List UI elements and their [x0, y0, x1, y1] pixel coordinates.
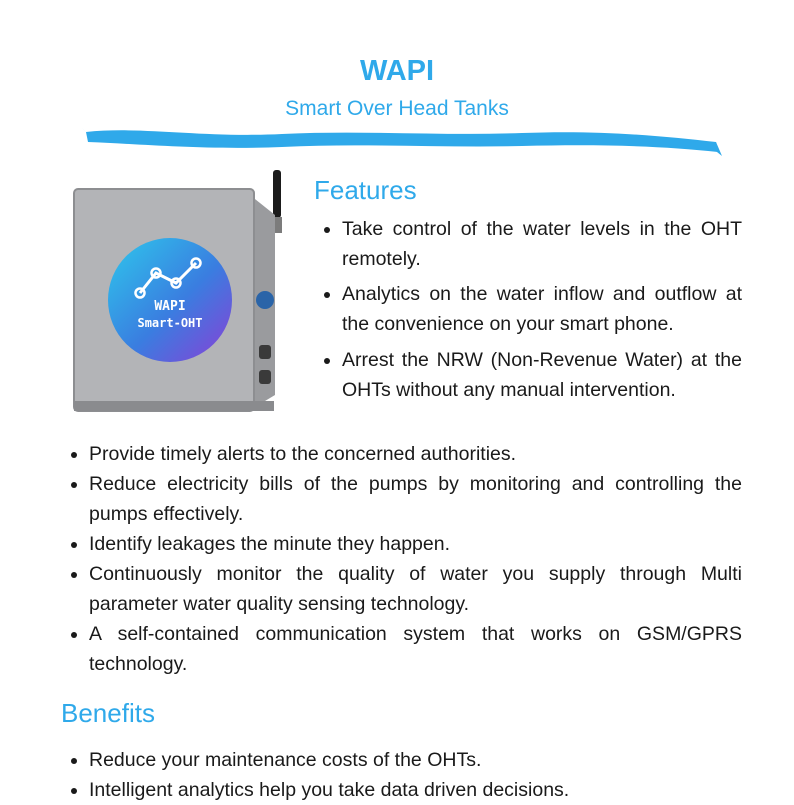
list-item: A self-contained communication system that works on GSM/GPRS technology. [61, 619, 742, 679]
features-list-beside-image [314, 214, 742, 405]
page-subtitle: Smart Over Head Tanks [285, 97, 509, 120]
list-item: Provide timely alerts to the concerned authorities. [61, 439, 742, 469]
list-item: Reduce electricity bills of the pumps by monitoring and controlling the pumps effectively. [61, 469, 742, 529]
list-item: Arrest the NRW (Non-Revenue Water) at the OHTs without any manual intervention. [314, 345, 742, 405]
list-item: Intelligent analytics help you take data driven decisions. [61, 775, 742, 805]
benefits-list [61, 745, 742, 805]
wapi-device-image [60, 165, 300, 425]
benefits-heading: Benefits [61, 698, 155, 728]
list-item: Continuously monitor the quality of water you supply through Multi parameter water quality sensing technology. [61, 559, 742, 619]
brush-stroke-divider [82, 122, 722, 158]
features-heading: Features [314, 175, 417, 205]
list-item: Reduce your maintenance costs of the OHTs. [61, 745, 742, 775]
logo-text-wapi: WAPI [154, 299, 186, 314]
list-item: Identify leakages the minute they happen. [61, 529, 742, 559]
page-title: WAPI [359, 55, 435, 87]
list-item: Take control of the water levels in the OHT remotely. [314, 214, 742, 274]
list-item: Analytics on the water inflow and outflow at the convenience on your smart phone. [314, 279, 742, 339]
logo-text-smart-oht: Smart-OHT [137, 316, 203, 330]
features-list-full-width [61, 439, 742, 679]
